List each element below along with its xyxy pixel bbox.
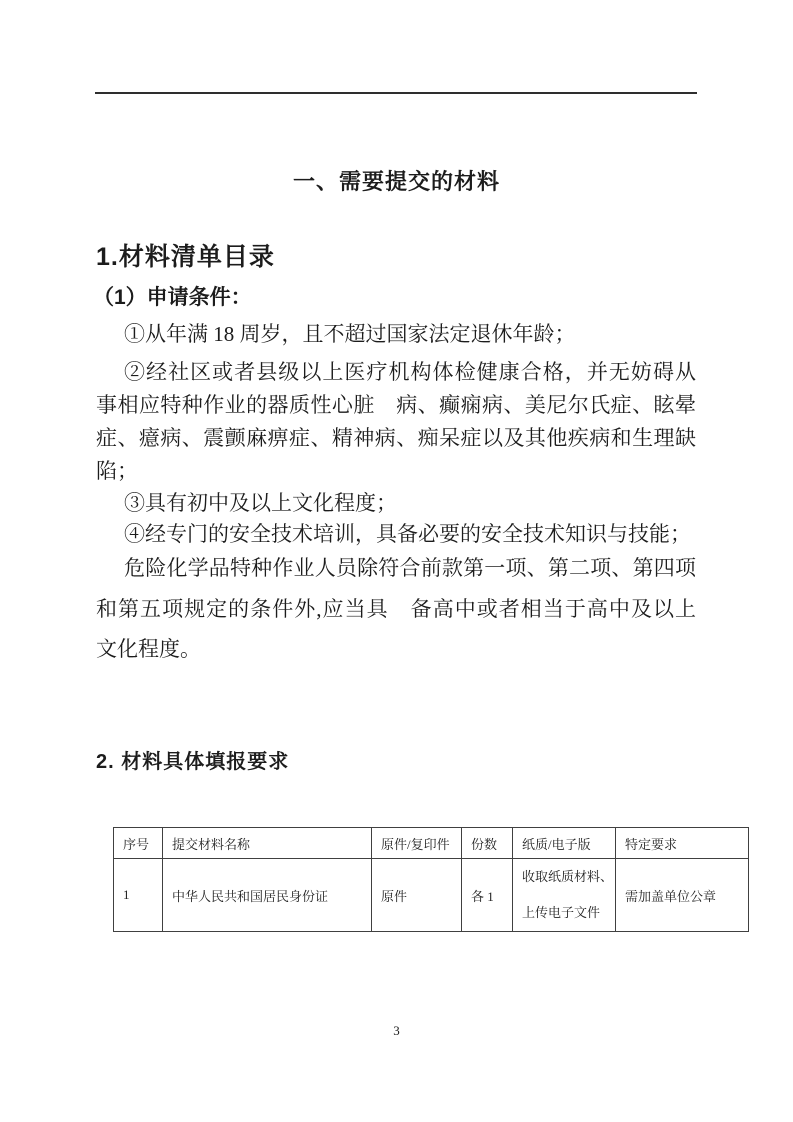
cell-original-or-copy: 原件 bbox=[372, 859, 462, 932]
cell-paper-or-electronic bbox=[513, 859, 616, 932]
col-header-special-requirement: 特定要求 bbox=[616, 828, 749, 859]
body-line-condition-2-cont-2: 症、癔病、震颤麻痹症、精神病、痴呆症以及其他疾病和生理缺 bbox=[96, 426, 696, 450]
cell-material-name: 中华人民共和国居民身份证 bbox=[163, 859, 372, 932]
body-line-condition-2-cont-3: 陷； bbox=[96, 459, 138, 483]
header-rule bbox=[95, 92, 697, 94]
section1-subheading: （1）申请条件： bbox=[93, 286, 252, 309]
page-number: 3 bbox=[393, 1023, 400, 1038]
body-line-hazmat-note-cont-2: 文化程度。 bbox=[96, 637, 201, 661]
page-title: 一、需要提交的材料 bbox=[292, 169, 500, 194]
table-header-row bbox=[114, 828, 749, 859]
cell-special-requirement: 需加盖单位公章 bbox=[616, 859, 749, 932]
body-line-hazmat-note: 危险化学品特种作业人员除符合前款第一项、第二项、第四项 bbox=[124, 556, 696, 580]
paper-or-electronic-line-2: 上传电子文件 bbox=[522, 905, 601, 920]
body-line-condition-2: ②经社区或者县级以上医疗机构体检健康合格，并无妨碍从 bbox=[124, 360, 696, 384]
section2-heading: 2. 材料具体填报要求 bbox=[96, 751, 290, 773]
table-row bbox=[114, 859, 749, 932]
col-header-copies: 份数 bbox=[462, 828, 513, 859]
cell-seq: 1 bbox=[114, 859, 163, 932]
body-line-condition-4: ④经专门的安全技术培训，具备必要的安全技术知识与技能； bbox=[124, 522, 691, 546]
materials-table bbox=[113, 827, 749, 932]
paper-or-electronic-line-1: 收取纸质材料、 bbox=[522, 869, 614, 884]
body-line-condition-3: ③具有初中及以上文化程度； bbox=[124, 491, 397, 515]
section1-heading: 1.材料清单目录 bbox=[96, 243, 275, 271]
col-header-seq: 序号 bbox=[114, 828, 163, 859]
body-line-condition-1: ①从年满 18 周岁，且不超过国家法定退休年龄； bbox=[124, 322, 576, 346]
body-line-hazmat-note-cont-1: 和第五项规定的条件外,应当具 备高中或者相当于高中及以上 bbox=[96, 597, 696, 621]
cell-copies: 各 1 bbox=[462, 859, 513, 932]
col-header-paper-or-electronic: 纸质/电子版 bbox=[513, 828, 616, 859]
body-line-condition-2-cont-1: 事相应特种作业的器质性心脏 病、癫痫病、美尼尔氏症、眩晕 bbox=[96, 393, 696, 417]
col-header-material-name: 提交材料名称 bbox=[163, 828, 372, 859]
col-header-original-or-copy: 原件/复印件 bbox=[372, 828, 462, 859]
